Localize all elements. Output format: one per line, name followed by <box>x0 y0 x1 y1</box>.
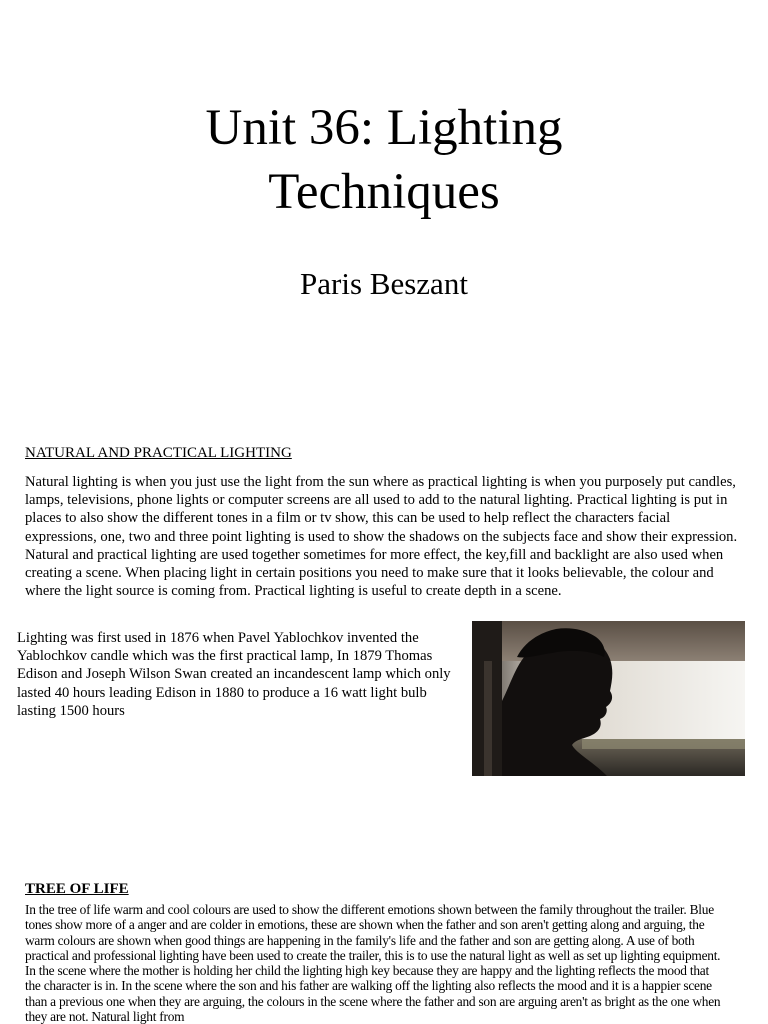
author-name: Paris Beszant <box>300 266 468 301</box>
tree-of-life-paragraph: In the tree of life warm and cool colours are used to show the different emotions shown between the family throughout the trailer. Blue tones show more of a anger and are colder in emotions, these are shown when the father and son aren't getting along and arguing, the warm colours are shown when good things are happening in the family's life and the father and son are getting along. A use of both practical and professional lighting have been used to create the trailer, this is to use the natural light as well as set up lighting equipment. In the scene where the mother is holding her child the lighting high key because they are happy and the lighting reflects the mood that the character is in. In the scene where the son and his father are walking off the lighting also reflects the mood and it is a happier scene than a previous one when they are arguing, the colours in the scene where the father and son are arguing aren't as bright as the one when they are not. Natural light from <box>25 902 721 1024</box>
section-heading-tree-of-life: TREE OF LIFE <box>25 881 129 897</box>
title-line-2: Techniques <box>268 164 500 220</box>
silhouette-photo <box>472 621 745 776</box>
natural-practical-paragraph: Natural lighting is when you just use the light from the sun where as practical lighting is when you purposely put candles, lamps, televisions, phone lights or computer screens are all used to add to the natural lighting. Practical lighting is put in places to also show the different tones in a film or tv show, this can be used to help reflect the characters facial expressions, one, two and three point lighting is used to show the shadows on the subjects face and show their expression. Natural and practical lighting are used together sometimes for more effect, the key,fill and backlight are also used when creating a scene. When placing light in certain positions you need to make sure that it looks believable, the colour and where the light source is coming from. Practical lighting is useful to create depth in a scene. <box>25 474 738 600</box>
lighting-history-paragraph: Lighting was first used in 1876 when Pavel Yablochkov invented the Yablochkov candle which was the first practical lamp, In 1879 Thomas Edison and Joseph Wilson Swan created an incandescent lamp which only lasted 40 hours leading Edison in 1880 to produce a 16 watt light bulb lasting 1500 hours <box>17 630 451 719</box>
section-heading-natural-practical: NATURAL AND PRACTICAL LIGHTING <box>25 445 292 461</box>
title-line-1: Unit 36: Lighting <box>205 100 563 156</box>
page-title <box>0 96 768 224</box>
